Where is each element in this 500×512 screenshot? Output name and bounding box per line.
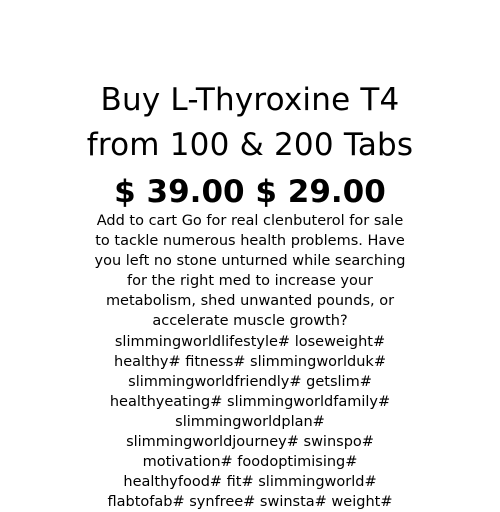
hashtag-line: flabtofab# synfree# swinsta# weight# [107,494,393,511]
price-text: $ 39.00 $ 29.00 [114,174,386,210]
hashtag-line: healthy# fitness# slimmingworlduk# [114,353,386,370]
description-line: for the right med to increase your [127,273,373,290]
description-line: Add to cart Go for real clenbuterol for sale [96,213,404,229]
description-line: metabolism, shed unwanted pounds, or [105,293,395,310]
hashtag-line: slimmingworldjourney# swinspo# [126,434,374,451]
hashtag-line: slimmingworldplan# [175,413,325,430]
description-line: accelerate muscle growth? [152,313,348,330]
description-line: to tackle numerous health problems. Have [95,233,405,250]
description-line: you left no stone unturned while searching [94,253,406,270]
hashtag-line: healthyfood# fit# slimmingworld# [123,474,377,491]
hashtag-line: healthyeating# slimmingworldfamily# [109,393,391,410]
product-title [10,78,490,168]
hashtag-line: slimmingworldlifestyle# loseweight# [114,333,386,350]
title-line-1: Buy L-Thyroxine T4 [100,82,400,118]
title-line-2: from 100 & 200 Tabs [86,127,414,163]
hashtag-line: slimmingworldfriendly# getslim# [128,373,372,390]
hashtag-line: motivation# foodoptimising# [142,454,358,471]
description-text [20,211,480,512]
